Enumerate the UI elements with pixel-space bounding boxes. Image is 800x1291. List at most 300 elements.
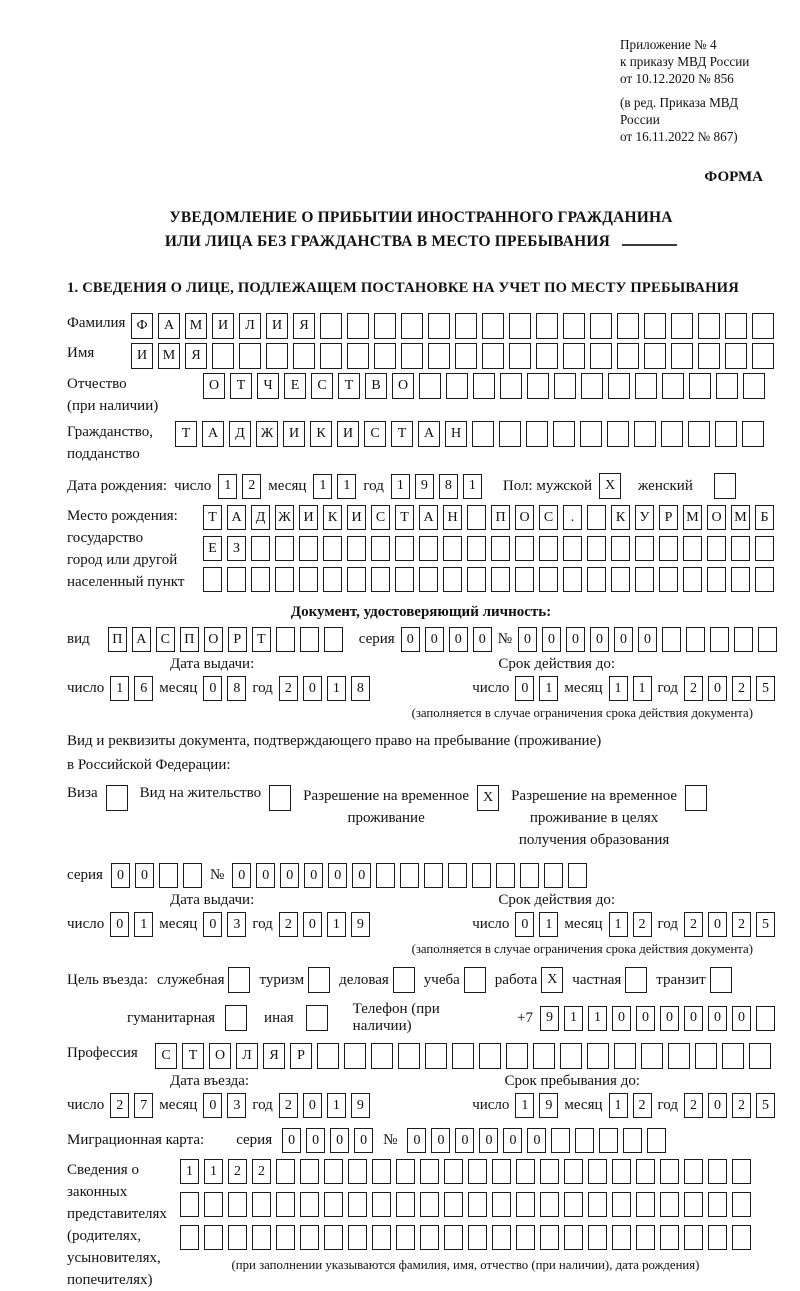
birth-place-cell[interactable] — [707, 536, 726, 561]
patronymic-cell[interactable] — [635, 373, 657, 399]
entry-year-cell[interactable]: 9 — [351, 1093, 370, 1118]
residence-valid-year-cell[interactable]: 0 — [708, 912, 727, 937]
firstname-cell[interactable] — [401, 343, 423, 369]
migration-series-cell[interactable]: 0 — [306, 1128, 325, 1153]
birth-day-cell[interactable]: 1 — [218, 474, 237, 499]
citizenship-cell[interactable]: А — [202, 421, 224, 447]
identity-valid-day-cell[interactable]: 0 — [515, 676, 534, 701]
migration-number-cell[interactable] — [551, 1128, 570, 1153]
patronymic-cell[interactable] — [419, 373, 441, 399]
migration-number-cell[interactable] — [623, 1128, 642, 1153]
birth-place-cell[interactable]: Р — [659, 505, 678, 530]
surname-cell[interactable]: А — [158, 313, 180, 339]
profession-cell[interactable] — [398, 1043, 420, 1069]
surname-cell[interactable] — [509, 313, 531, 339]
birth-place-cell[interactable] — [731, 567, 750, 592]
migration-number-cell[interactable]: 0 — [407, 1128, 426, 1153]
birth-place-cell[interactable] — [539, 536, 558, 561]
purpose-business-checkbox[interactable] — [393, 967, 415, 993]
birth-place-cell[interactable] — [755, 567, 774, 592]
representative-cell[interactable] — [252, 1225, 271, 1250]
profession-cell[interactable]: Л — [236, 1043, 258, 1069]
citizenship-cell[interactable] — [634, 421, 656, 447]
representative-cell[interactable]: 1 — [180, 1159, 199, 1184]
identity-issue-month-cell[interactable]: 0 — [203, 676, 222, 701]
representative-cell[interactable] — [228, 1225, 247, 1250]
birth-place-cell[interactable] — [419, 567, 438, 592]
representative-cell[interactable] — [228, 1192, 247, 1217]
firstname-cell[interactable]: Я — [185, 343, 207, 369]
profession-cell[interactable] — [695, 1043, 717, 1069]
representative-cell[interactable] — [276, 1225, 295, 1250]
profession-cell[interactable] — [614, 1043, 636, 1069]
patronymic-cell[interactable]: О — [392, 373, 414, 399]
citizenship-cell[interactable] — [580, 421, 602, 447]
citizenship-cell[interactable]: Т — [175, 421, 197, 447]
birth-place-cell[interactable] — [251, 567, 270, 592]
identity-series-cell[interactable]: 0 — [449, 627, 468, 652]
representative-cell[interactable] — [492, 1225, 511, 1250]
birth-place-cell[interactable]: К — [323, 505, 342, 530]
identity-type-cell[interactable]: С — [156, 627, 175, 652]
birth-year-cell[interactable]: 9 — [415, 474, 434, 499]
birth-place-cell[interactable] — [443, 536, 462, 561]
citizenship-cell[interactable]: Н — [445, 421, 467, 447]
residence-valid-year-cell[interactable]: 2 — [732, 912, 751, 937]
profession-cell[interactable] — [317, 1043, 339, 1069]
firstname-cell[interactable] — [374, 343, 396, 369]
birth-year-cell[interactable]: 1 — [463, 474, 482, 499]
phone-digit-cell[interactable]: 1 — [588, 1006, 607, 1031]
residence-issue-year-cell[interactable]: 1 — [327, 912, 346, 937]
residence-number-cell[interactable]: 0 — [256, 863, 275, 888]
profession-cell[interactable] — [506, 1043, 528, 1069]
birth-place-cell[interactable]: Б — [755, 505, 774, 530]
migration-number-cell[interactable]: 0 — [503, 1128, 522, 1153]
birth-year-cell[interactable]: 1 — [391, 474, 410, 499]
birth-month-cell[interactable]: 1 — [313, 474, 332, 499]
residence-valid-month-cell[interactable]: 1 — [609, 912, 628, 937]
representative-cell[interactable] — [372, 1192, 391, 1217]
representative-cell[interactable] — [252, 1192, 271, 1217]
identity-number-cell[interactable] — [662, 627, 681, 652]
profession-cell[interactable]: Я — [263, 1043, 285, 1069]
residence-number-cell[interactable] — [496, 863, 515, 888]
phone-digit-cell[interactable]: 1 — [564, 1006, 583, 1031]
birth-place-cell[interactable] — [563, 567, 582, 592]
birth-place-cell[interactable]: З — [227, 536, 246, 561]
representative-cell[interactable] — [348, 1225, 367, 1250]
birth-place-cell[interactable] — [683, 567, 702, 592]
visa-checkbox[interactable] — [106, 785, 128, 811]
representative-cell[interactable] — [612, 1225, 631, 1250]
patronymic-cell[interactable] — [500, 373, 522, 399]
birth-place-cell[interactable] — [611, 536, 630, 561]
temp-residence-checkbox[interactable]: X — [477, 785, 499, 811]
identity-number-cell[interactable]: 0 — [590, 627, 609, 652]
identity-number-cell[interactable] — [686, 627, 705, 652]
residence-number-cell[interactable] — [568, 863, 587, 888]
surname-cell[interactable] — [374, 313, 396, 339]
representative-cell[interactable] — [396, 1225, 415, 1250]
residence-valid-year-cell[interactable]: 5 — [756, 912, 775, 937]
purpose-transit-checkbox[interactable] — [710, 967, 732, 993]
firstname-cell[interactable] — [590, 343, 612, 369]
representative-cell[interactable]: 2 — [252, 1159, 271, 1184]
firstname-cell[interactable] — [698, 343, 720, 369]
patronymic-cell[interactable] — [554, 373, 576, 399]
surname-cell[interactable] — [455, 313, 477, 339]
patronymic-cell[interactable] — [716, 373, 738, 399]
firstname-cell[interactable] — [455, 343, 477, 369]
residence-valid-year-cell[interactable]: 2 — [684, 912, 703, 937]
firstname-cell[interactable] — [752, 343, 774, 369]
firstname-cell[interactable] — [617, 343, 639, 369]
firstname-cell[interactable] — [212, 343, 234, 369]
birth-place-cell[interactable] — [491, 567, 510, 592]
representative-cell[interactable] — [180, 1192, 199, 1217]
entry-year-cell[interactable]: 1 — [327, 1093, 346, 1118]
birth-place-cell[interactable] — [659, 567, 678, 592]
surname-cell[interactable]: И — [266, 313, 288, 339]
birth-place-cell[interactable] — [587, 536, 606, 561]
temp-residence-edu-checkbox[interactable] — [685, 785, 707, 811]
citizenship-cell[interactable] — [688, 421, 710, 447]
patronymic-cell[interactable] — [689, 373, 711, 399]
birth-place-cell[interactable]: А — [419, 505, 438, 530]
surname-cell[interactable] — [644, 313, 666, 339]
patronymic-cell[interactable] — [581, 373, 603, 399]
migration-number-cell[interactable]: 0 — [431, 1128, 450, 1153]
birth-place-cell[interactable] — [467, 536, 486, 561]
identity-issue-year-cell[interactable]: 2 — [279, 676, 298, 701]
identity-type-cell[interactable] — [300, 627, 319, 652]
representative-cell[interactable] — [684, 1192, 703, 1217]
phone-digit-cell[interactable]: 0 — [708, 1006, 727, 1031]
citizenship-cell[interactable] — [499, 421, 521, 447]
birth-place-cell[interactable] — [395, 567, 414, 592]
citizenship-cell[interactable]: А — [418, 421, 440, 447]
residence-number-cell[interactable]: 0 — [280, 863, 299, 888]
citizenship-cell[interactable]: К — [310, 421, 332, 447]
surname-cell[interactable]: Л — [239, 313, 261, 339]
residence-issue-day-cell[interactable]: 1 — [134, 912, 153, 937]
entry-day-cell[interactable]: 7 — [134, 1093, 153, 1118]
representative-cell[interactable] — [588, 1225, 607, 1250]
residence-number-cell[interactable]: 0 — [304, 863, 323, 888]
citizenship-cell[interactable]: И — [283, 421, 305, 447]
birth-place-cell[interactable]: Е — [203, 536, 222, 561]
birth-place-cell[interactable] — [611, 567, 630, 592]
representative-cell[interactable]: 1 — [204, 1159, 223, 1184]
patronymic-cell[interactable]: Ч — [257, 373, 279, 399]
birth-place-cell[interactable] — [371, 536, 390, 561]
representative-cell[interactable]: 2 — [228, 1159, 247, 1184]
residence-issue-month-cell[interactable]: 3 — [227, 912, 246, 937]
stay-month-cell[interactable]: 1 — [609, 1093, 628, 1118]
migration-series-cell[interactable]: 0 — [282, 1128, 301, 1153]
entry-year-cell[interactable]: 2 — [279, 1093, 298, 1118]
birth-place-cell[interactable]: Т — [395, 505, 414, 530]
birth-place-cell[interactable] — [635, 536, 654, 561]
purpose-study-checkbox[interactable] — [464, 967, 486, 993]
residence-number-cell[interactable]: 0 — [232, 863, 251, 888]
profession-cell[interactable] — [425, 1043, 447, 1069]
representative-cell[interactable] — [372, 1225, 391, 1250]
stay-day-cell[interactable]: 1 — [515, 1093, 534, 1118]
entry-month-cell[interactable]: 0 — [203, 1093, 222, 1118]
citizenship-cell[interactable] — [553, 421, 575, 447]
identity-type-cell[interactable]: А — [132, 627, 151, 652]
firstname-cell[interactable] — [725, 343, 747, 369]
identity-number-cell[interactable] — [710, 627, 729, 652]
birth-place-cell[interactable]: И — [299, 505, 318, 530]
residence-number-cell[interactable]: 0 — [352, 863, 371, 888]
birth-place-cell[interactable] — [563, 536, 582, 561]
birth-place-cell[interactable] — [419, 536, 438, 561]
representative-cell[interactable] — [612, 1192, 631, 1217]
surname-cell[interactable] — [752, 313, 774, 339]
birth-place-cell[interactable] — [275, 536, 294, 561]
migration-number-cell[interactable]: 0 — [527, 1128, 546, 1153]
birth-place-cell[interactable] — [731, 536, 750, 561]
surname-cell[interactable] — [725, 313, 747, 339]
representative-cell[interactable] — [684, 1225, 703, 1250]
birth-place-cell[interactable]: У — [635, 505, 654, 530]
birth-place-cell[interactable] — [299, 567, 318, 592]
representative-cell[interactable] — [276, 1192, 295, 1217]
patronymic-cell[interactable]: О — [203, 373, 225, 399]
identity-issue-day-cell[interactable]: 1 — [110, 676, 129, 701]
representative-cell[interactable] — [660, 1225, 679, 1250]
migration-number-cell[interactable] — [599, 1128, 618, 1153]
firstname-cell[interactable]: М — [158, 343, 180, 369]
birth-place-cell[interactable] — [683, 536, 702, 561]
profession-cell[interactable] — [641, 1043, 663, 1069]
migration-series-cell[interactable]: 0 — [354, 1128, 373, 1153]
birth-place-cell[interactable] — [323, 536, 342, 561]
birth-place-cell[interactable] — [539, 567, 558, 592]
patronymic-cell[interactable] — [527, 373, 549, 399]
purpose-official-checkbox[interactable] — [228, 967, 250, 993]
birth-place-cell[interactable] — [371, 567, 390, 592]
residence-number-cell[interactable] — [544, 863, 563, 888]
migration-number-cell[interactable] — [647, 1128, 666, 1153]
residence-valid-day-cell[interactable]: 0 — [515, 912, 534, 937]
citizenship-cell[interactable] — [661, 421, 683, 447]
residence-number-cell[interactable]: 0 — [328, 863, 347, 888]
identity-number-cell[interactable]: 0 — [614, 627, 633, 652]
residence-number-cell[interactable] — [400, 863, 419, 888]
representative-cell[interactable] — [444, 1192, 463, 1217]
residence-number-cell[interactable] — [472, 863, 491, 888]
profession-cell[interactable] — [668, 1043, 690, 1069]
representative-cell[interactable] — [468, 1225, 487, 1250]
identity-issue-day-cell[interactable]: 6 — [134, 676, 153, 701]
migration-number-cell[interactable]: 0 — [479, 1128, 498, 1153]
identity-number-cell[interactable]: 0 — [542, 627, 561, 652]
representative-cell[interactable] — [324, 1225, 343, 1250]
birth-place-cell[interactable] — [755, 536, 774, 561]
phone-digit-cell[interactable]: 0 — [612, 1006, 631, 1031]
birth-place-cell[interactable] — [203, 567, 222, 592]
identity-number-cell[interactable]: 0 — [518, 627, 537, 652]
identity-type-cell[interactable] — [324, 627, 343, 652]
identity-type-cell[interactable]: О — [204, 627, 223, 652]
female-checkbox[interactable] — [714, 473, 736, 499]
birth-place-cell[interactable]: М — [683, 505, 702, 530]
firstname-cell[interactable] — [671, 343, 693, 369]
migration-number-cell[interactable]: 0 — [455, 1128, 474, 1153]
birth-place-cell[interactable]: С — [539, 505, 558, 530]
representative-cell[interactable] — [636, 1192, 655, 1217]
residence-number-cell[interactable] — [448, 863, 467, 888]
birth-place-cell[interactable] — [587, 505, 606, 530]
identity-valid-month-cell[interactable]: 1 — [633, 676, 652, 701]
surname-cell[interactable] — [320, 313, 342, 339]
representative-cell[interactable] — [516, 1192, 535, 1217]
surname-cell[interactable] — [563, 313, 585, 339]
birth-place-cell[interactable]: . — [563, 505, 582, 530]
birth-place-cell[interactable] — [443, 567, 462, 592]
identity-type-cell[interactable]: П — [180, 627, 199, 652]
profession-cell[interactable] — [722, 1043, 744, 1069]
purpose-work-checkbox[interactable]: X — [541, 967, 563, 993]
representative-cell[interactable] — [516, 1225, 535, 1250]
birth-place-cell[interactable] — [227, 567, 246, 592]
profession-cell[interactable] — [749, 1043, 771, 1069]
firstname-cell[interactable] — [536, 343, 558, 369]
patronymic-cell[interactable] — [446, 373, 468, 399]
firstname-cell[interactable] — [644, 343, 666, 369]
representative-cell[interactable] — [324, 1192, 343, 1217]
citizenship-cell[interactable] — [742, 421, 764, 447]
entry-day-cell[interactable]: 2 — [110, 1093, 129, 1118]
profession-cell[interactable]: С — [155, 1043, 177, 1069]
birth-day-cell[interactable]: 2 — [242, 474, 261, 499]
identity-number-cell[interactable] — [734, 627, 753, 652]
birth-place-cell[interactable] — [707, 567, 726, 592]
migration-series-cell[interactable]: 0 — [330, 1128, 349, 1153]
residence-series-cell[interactable]: 0 — [111, 863, 130, 888]
representative-cell[interactable] — [708, 1192, 727, 1217]
firstname-cell[interactable] — [347, 343, 369, 369]
patronymic-cell[interactable] — [743, 373, 765, 399]
surname-cell[interactable] — [482, 313, 504, 339]
birth-place-cell[interactable] — [467, 567, 486, 592]
birth-place-cell[interactable]: М — [731, 505, 750, 530]
representative-cell[interactable] — [588, 1192, 607, 1217]
identity-type-cell[interactable]: П — [108, 627, 127, 652]
birth-place-cell[interactable]: А — [227, 505, 246, 530]
birth-place-cell[interactable] — [515, 536, 534, 561]
surname-cell[interactable] — [401, 313, 423, 339]
surname-cell[interactable] — [347, 313, 369, 339]
citizenship-cell[interactable]: И — [337, 421, 359, 447]
citizenship-cell[interactable]: С — [364, 421, 386, 447]
representative-cell[interactable] — [732, 1192, 751, 1217]
surname-cell[interactable]: Я — [293, 313, 315, 339]
identity-issue-year-cell[interactable]: 0 — [303, 676, 322, 701]
representative-cell[interactable] — [420, 1225, 439, 1250]
representative-cell[interactable] — [564, 1225, 583, 1250]
birth-place-cell[interactable] — [491, 536, 510, 561]
birth-place-cell[interactable] — [323, 567, 342, 592]
residence-permit-checkbox[interactable] — [269, 785, 291, 811]
citizenship-cell[interactable]: Т — [391, 421, 413, 447]
identity-issue-year-cell[interactable]: 1 — [327, 676, 346, 701]
birth-place-cell[interactable]: Т — [203, 505, 222, 530]
profession-cell[interactable] — [452, 1043, 474, 1069]
patronymic-cell[interactable]: Е — [284, 373, 306, 399]
birth-place-cell[interactable]: О — [707, 505, 726, 530]
representative-cell[interactable] — [564, 1192, 583, 1217]
profession-cell[interactable]: Р — [290, 1043, 312, 1069]
patronymic-cell[interactable]: Т — [230, 373, 252, 399]
migration-number-cell[interactable] — [575, 1128, 594, 1153]
identity-number-cell[interactable] — [758, 627, 777, 652]
birth-place-cell[interactable] — [659, 536, 678, 561]
birth-place-cell[interactable] — [467, 505, 486, 530]
stay-year-cell[interactable]: 2 — [684, 1093, 703, 1118]
representative-cell[interactable] — [660, 1192, 679, 1217]
representative-cell[interactable] — [732, 1225, 751, 1250]
stay-year-cell[interactable]: 0 — [708, 1093, 727, 1118]
stay-year-cell[interactable]: 5 — [756, 1093, 775, 1118]
identity-series-cell[interactable]: 0 — [473, 627, 492, 652]
representative-cell[interactable] — [636, 1225, 655, 1250]
representative-cell[interactable] — [444, 1225, 463, 1250]
identity-number-cell[interactable]: 0 — [566, 627, 585, 652]
firstname-cell[interactable] — [428, 343, 450, 369]
birth-place-cell[interactable] — [347, 536, 366, 561]
phone-digit-cell[interactable] — [756, 1006, 775, 1031]
phone-digit-cell[interactable]: 9 — [540, 1006, 559, 1031]
purpose-tourism-checkbox[interactable] — [308, 967, 330, 993]
birth-place-cell[interactable]: О — [515, 505, 534, 530]
patronymic-cell[interactable]: В — [365, 373, 387, 399]
identity-valid-day-cell[interactable]: 1 — [539, 676, 558, 701]
surname-cell[interactable]: Ф — [131, 313, 153, 339]
identity-type-cell[interactable]: Т — [252, 627, 271, 652]
representative-cell[interactable] — [348, 1192, 367, 1217]
citizenship-cell[interactable] — [526, 421, 548, 447]
identity-valid-year-cell[interactable]: 2 — [684, 676, 703, 701]
identity-valid-year-cell[interactable]: 0 — [708, 676, 727, 701]
birth-place-cell[interactable] — [275, 567, 294, 592]
identity-issue-year-cell[interactable]: 8 — [351, 676, 370, 701]
citizenship-cell[interactable]: Ж — [256, 421, 278, 447]
residence-number-cell[interactable] — [376, 863, 395, 888]
firstname-cell[interactable] — [293, 343, 315, 369]
profession-cell[interactable]: Т — [182, 1043, 204, 1069]
representative-cell[interactable] — [540, 1225, 559, 1250]
surname-cell[interactable] — [698, 313, 720, 339]
patronymic-cell[interactable]: С — [311, 373, 333, 399]
firstname-cell[interactable]: И — [131, 343, 153, 369]
phone-digit-cell[interactable]: 0 — [684, 1006, 703, 1031]
residence-valid-day-cell[interactable]: 1 — [539, 912, 558, 937]
identity-type-cell[interactable]: Р — [228, 627, 247, 652]
residence-issue-day-cell[interactable]: 0 — [110, 912, 129, 937]
profession-cell[interactable] — [371, 1043, 393, 1069]
surname-cell[interactable] — [590, 313, 612, 339]
purpose-private-checkbox[interactable] — [625, 967, 647, 993]
representative-cell[interactable] — [396, 1192, 415, 1217]
birth-place-cell[interactable]: К — [611, 505, 630, 530]
representative-cell[interactable] — [468, 1192, 487, 1217]
firstname-cell[interactable] — [482, 343, 504, 369]
